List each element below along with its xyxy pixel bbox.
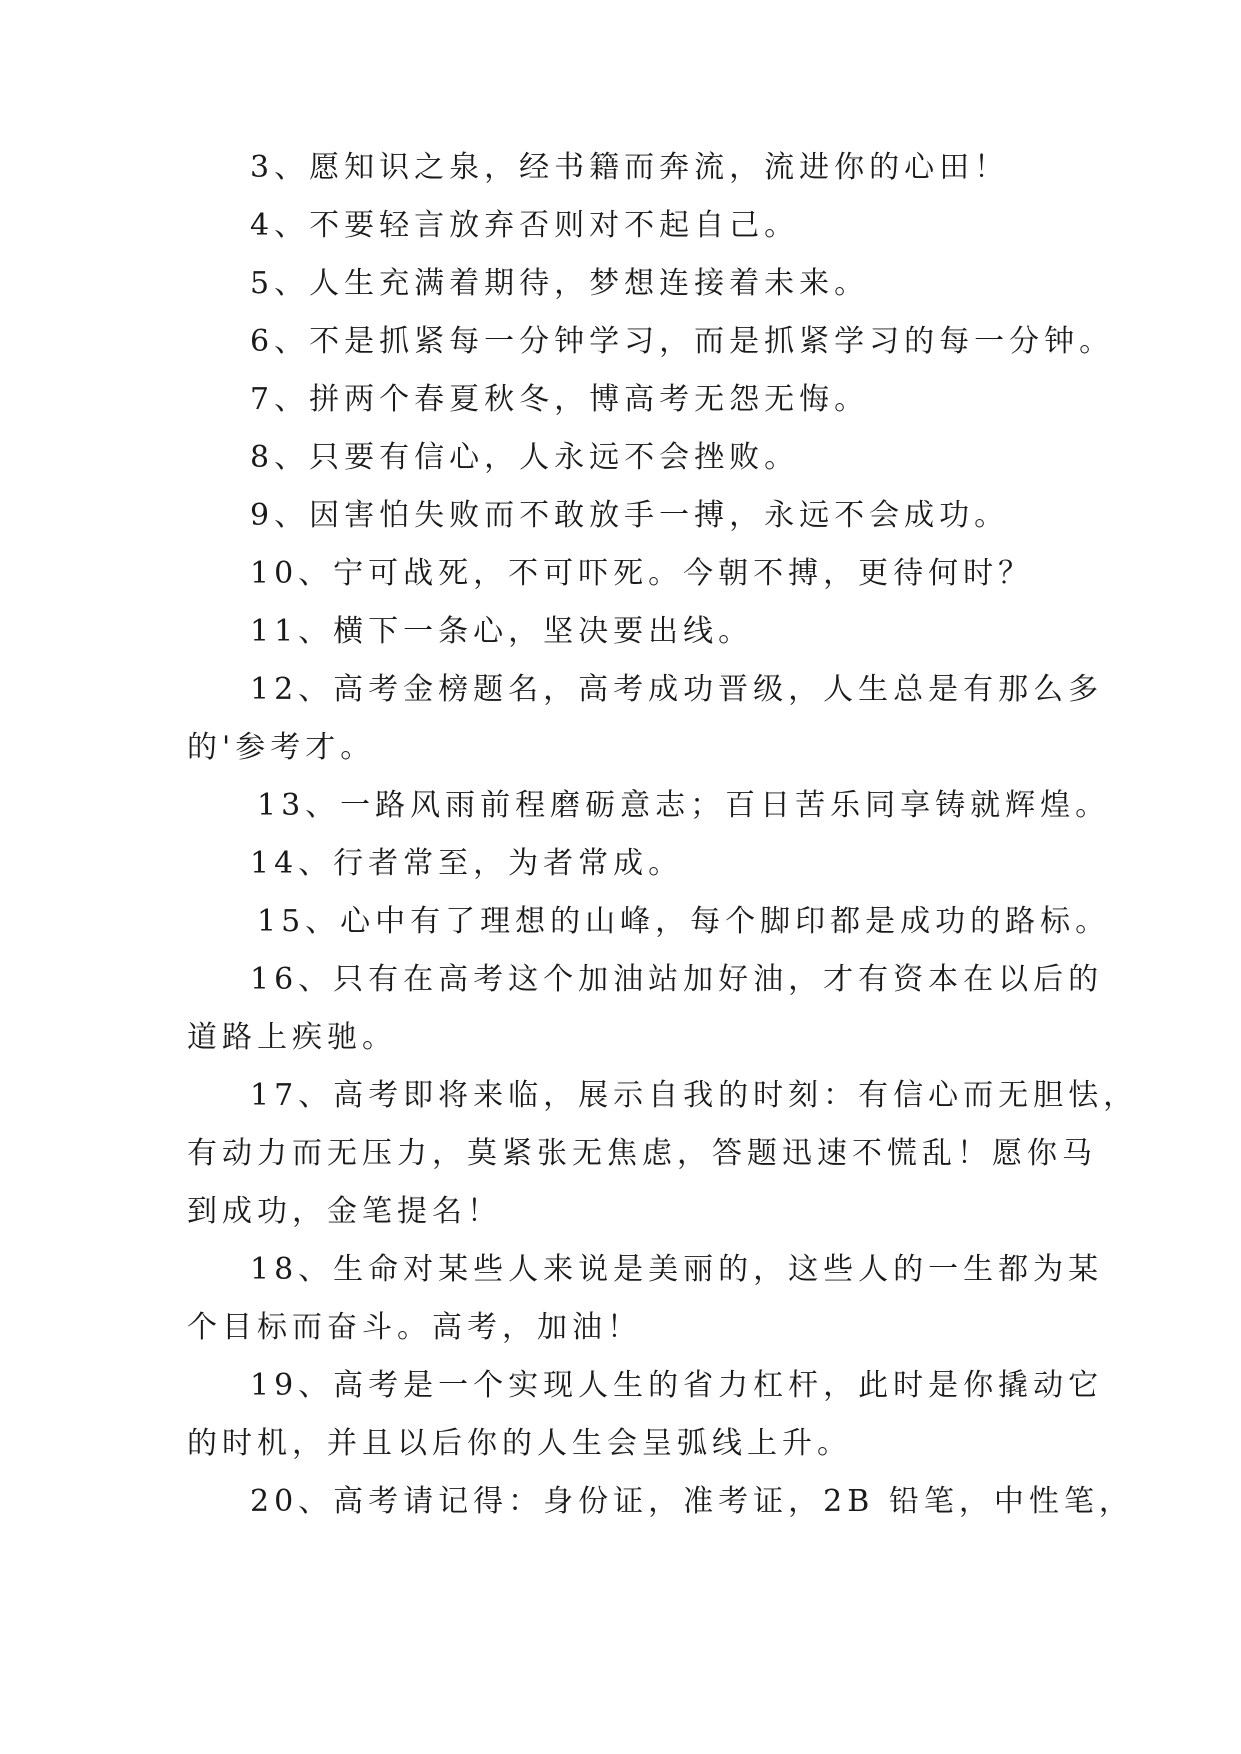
text-line: 的时机，并且以后你的人生会呈弧线上升。 [187, 1426, 852, 1461]
text-line: 个目标而奋斗。高考，加油！ [187, 1310, 642, 1345]
text-line: 20、高考请记得：身份证，准考证，2B 铅笔，中性笔， [250, 1484, 1134, 1519]
text-line: 19、高考是一个实现人生的省力杠杆，此时是你撬动它 [250, 1368, 1104, 1403]
text-line: 到成功，金笔提名！ [187, 1194, 502, 1229]
text-line: 17、高考即将来临，展示自我的时刻：有信心而无胆怯， [250, 1078, 1139, 1113]
text-line: 14、行者常至，为者常成。 [250, 846, 684, 881]
text-line: 5、人生充满着期待，梦想连接着未来。 [250, 266, 870, 301]
text-line: 7、拼两个春夏秋冬，博高考无怨无悔。 [250, 382, 870, 417]
text-line: 11、横下一条心，坚决要出线。 [250, 614, 754, 649]
text-line: 6、不是抓紧每一分钟学习，而是抓紧学习的每一分钟。 [250, 324, 1115, 359]
text-line: 3、愿知识之泉，经书籍而奔流，流进你的心田！ [250, 150, 1010, 185]
text-line: 8、只要有信心，人永远不会挫败。 [250, 440, 800, 475]
text-line: 16、只有在高考这个加油站加好油，才有资本在以后的 [250, 962, 1104, 997]
text-line: 有动力而无压力，莫紧张无焦虑，答题迅速不慌乱！愿你马 [187, 1136, 1097, 1171]
text-line: 9、因害怕失败而不敢放手一搏，永远不会成功。 [250, 498, 1010, 533]
text-line: 13、一路风雨前程磨砺意志；百日苦乐同享铸就辉煌。 [257, 788, 1111, 823]
text-line: 15、心中有了理想的山峰，每个脚印都是成功的路标。 [257, 904, 1111, 939]
text-line: 10、宁可战死，不可吓死。今朝不搏，更待何时？ [250, 556, 1034, 591]
text-line: 18、生命对某些人来说是美丽的，这些人的一生都为某 [250, 1252, 1104, 1287]
text-line: 4、不要轻言放弃否则对不起自己。 [250, 208, 800, 243]
text-line: 的'参考才。 [187, 730, 376, 765]
text-line: 道路上疾驰。 [187, 1020, 397, 1055]
text-line: 12、高考金榜题名，高考成功晋级，人生总是有那么多 [250, 672, 1104, 707]
